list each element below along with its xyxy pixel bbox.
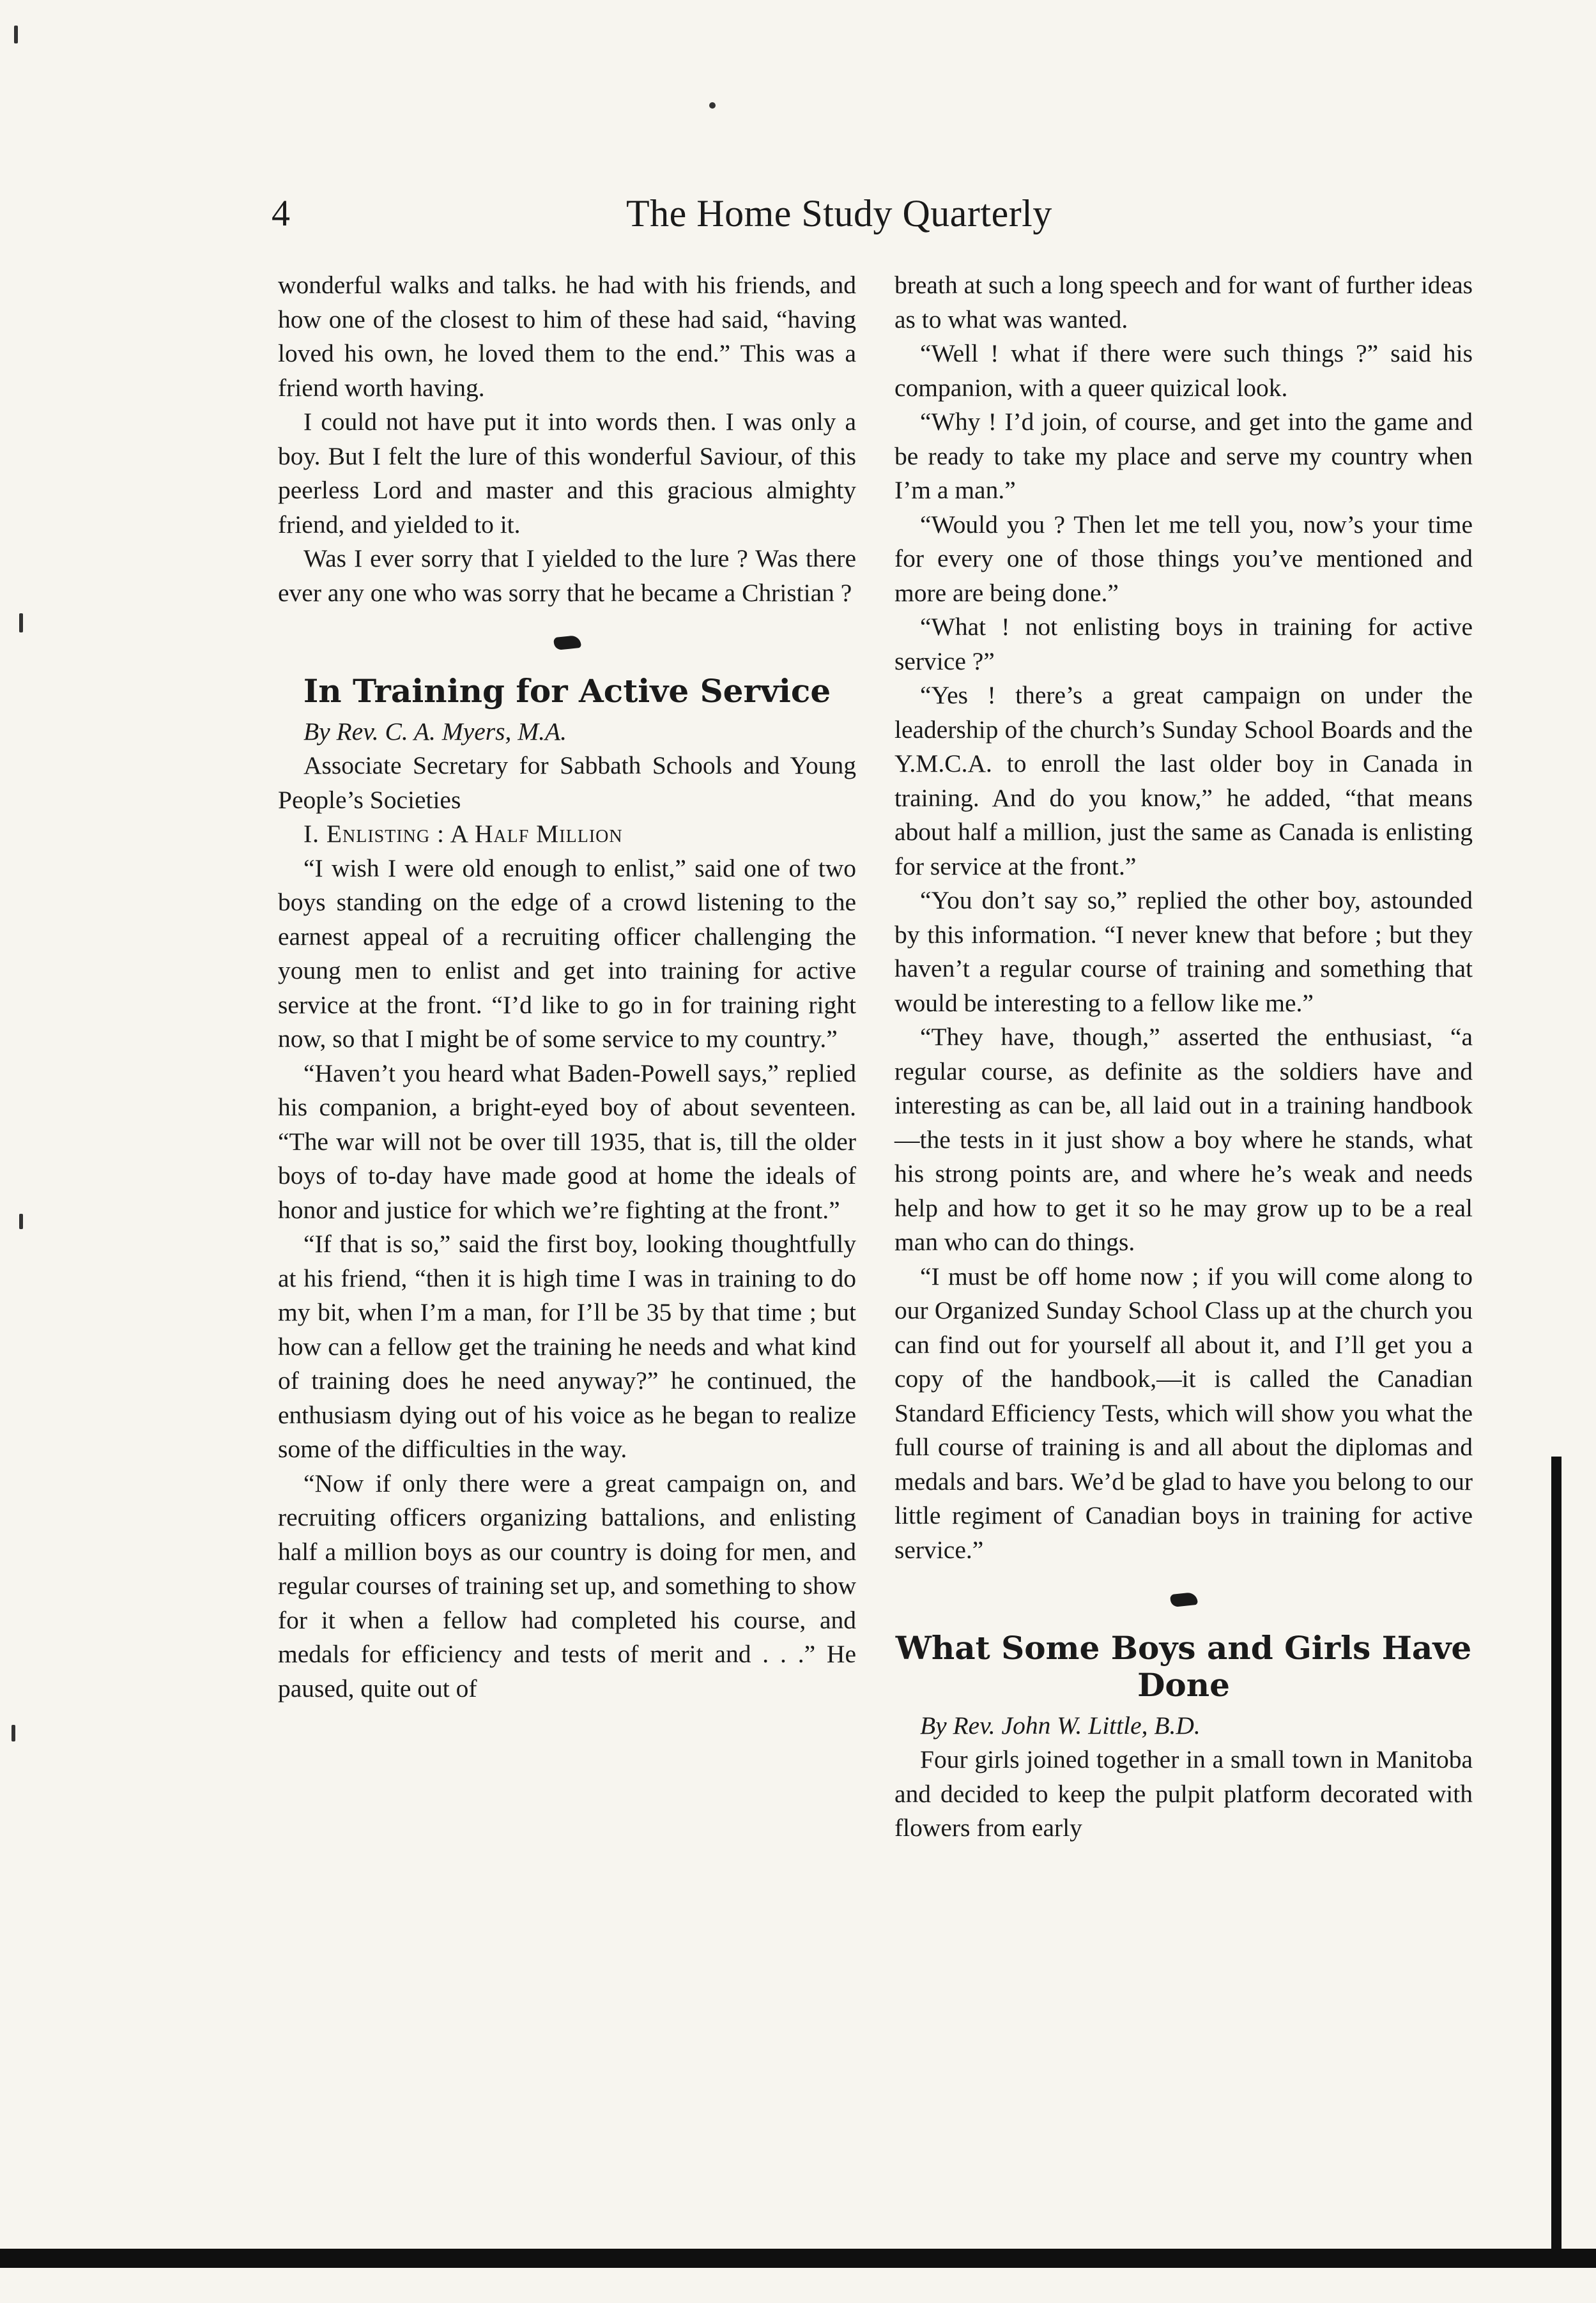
scan-speck (19, 613, 23, 632)
scan-speck (12, 1725, 15, 1741)
paragraph: “If that is so,” said the first boy, looking thoughtfully at his friend, “then it is high time I was in training to do my bit, when I’m a man, for I’ll be 35 by that time ; but how can a fellow get the training he needs and what kind of training does he need anyway?” he continued, the enthusiasm dying out of his voice as he began to realize some of the difficulties in the way. (278, 1230, 856, 1463)
paragraph: “What ! not enlisting boys in training for active service ?” (894, 613, 1473, 675)
paragraph: wonderful walks and talks. he had with his friends, and how one of the closest to him of these had said, “having loved his own, he loved them to the end.” This was a friend worth having. (278, 271, 856, 402)
author-affiliation: Associate Secretary for Sabbath Schools and Young People’s Societies (278, 751, 856, 814)
paragraph: “I wish I were old enough to enlist,” said one of two boys standing on the edge of a crowd listening to the earnest appeal of a recruiting officer challenging the young men to enlist and get into training for active service at the front. “I’d like to go in for training right now, so that I might be of some service to my country.” (278, 853, 856, 1053)
paragraph: Was I ever sorry that I yielded to the lure ? Was there ever any one who was sorry that he became a Christian ? (278, 544, 856, 607)
paragraph: “You don’t say so,” replied the other boy, astounded by this information. “I never knew that before ; but they haven’t a regular course of training and something that would be interesting to a fellow like me.” (894, 886, 1473, 1017)
paragraph: “Now if only there were a great campaign on, and recruiting officers organizing battalions, and enlisting half a million boys as our country is doing for men, and regular courses of training set up, and something to show for it when a fellow had completed his course, and medals for efficiency and tests of merit and . . .” He paused, quite out of (278, 1469, 856, 1702)
paragraph: breath at such a long speech and for want of further ideas as to what was wanted. (894, 271, 1473, 333)
section-heading: I. Enlisting : A Half Million (303, 820, 623, 848)
scan-speck (19, 1214, 23, 1229)
byline: By Rev. John W. Little, B.D. (920, 1711, 1201, 1740)
article-title: What Some Boys and Girls Have Done (895, 1628, 1472, 1704)
left-column (278, 268, 856, 1706)
page-number: 4 (272, 192, 290, 234)
paragraph: “Yes ! there’s a great campaign on under the leadership of the church’s Sunday School Boards and the Y.M.C.A. to enroll the last older boy in Canada in training. And do you know,” he added, “that means about half a million, just the same as Canada is enlisting for service at the front.” (894, 681, 1473, 880)
paragraph: “Haven’t you heard what Baden-Powell says,” replied his companion, a bright-eyed boy of about seventeen. “The war will not be over till 1935, that is, till the older boys of to-day have made good at home the ideals of honor and justice for which we’re fighting at the front.” (278, 1059, 856, 1224)
paragraph: “They have, though,” asserted the enthusiast, “a regular course, as definite as the soldiers have and interesting as can be, all laid out in a training handbook—the tests in it just show a boy where he stands, what his strong points are, and where he’s weak and needs help and how to get it so he may grow up to be a real man who can do things. (894, 1023, 1473, 1256)
scan-bottom-edge (0, 2249, 1596, 2268)
byline: By Rev. C. A. Myers, M.A. (303, 717, 567, 746)
paragraph: Four girls joined together in a small town in Manitoba and decided to keep the pulpit platform decorated with flowers from early (894, 1745, 1473, 1842)
section-ornament (894, 1582, 1473, 1617)
scan-speck (14, 26, 18, 43)
section-ornament (278, 625, 856, 660)
paragraph: “I must be off home now ; if you will come along to our Organized Sunday School Class up at the church you can find out for yourself all about it, and I’ll get you a copy of the handbook,—it is called the Canadian Standard Efficiency Tests, which will show you what the full course of training is and all about the diplomas and medals and bars. We’d be glad to have you belong to our little regiment of Canadian boys in training for active service.” (894, 1262, 1473, 1564)
scan-speck (709, 102, 716, 109)
hand-ornament-icon (1170, 1592, 1198, 1607)
right-column (894, 268, 1473, 1846)
paragraph: “Would you ? Then let me tell you, now’s your time for every one of those things you’ve mentioned and more are being done.” (894, 510, 1473, 607)
scan-edge-shadow (1551, 1457, 1561, 2249)
running-head: The Home Study Quarterly (626, 192, 1052, 234)
hand-ornament-icon (553, 635, 581, 650)
paragraph: I could not have put it into words then. I was only a boy. But I felt the lure of this wonderful Saviour, of this peerless Lord and master and this gracious almighty friend, and yielded to it. (278, 408, 856, 539)
article-title: In Training for Active Service (303, 671, 831, 710)
paragraph: “Well ! what if there were such things ?” said his companion, with a queer quizical look. (894, 339, 1473, 402)
paragraph: “Why ! I’d join, of course, and get into the game and be ready to take my place and serve my country when I’m a man.” (894, 408, 1473, 504)
